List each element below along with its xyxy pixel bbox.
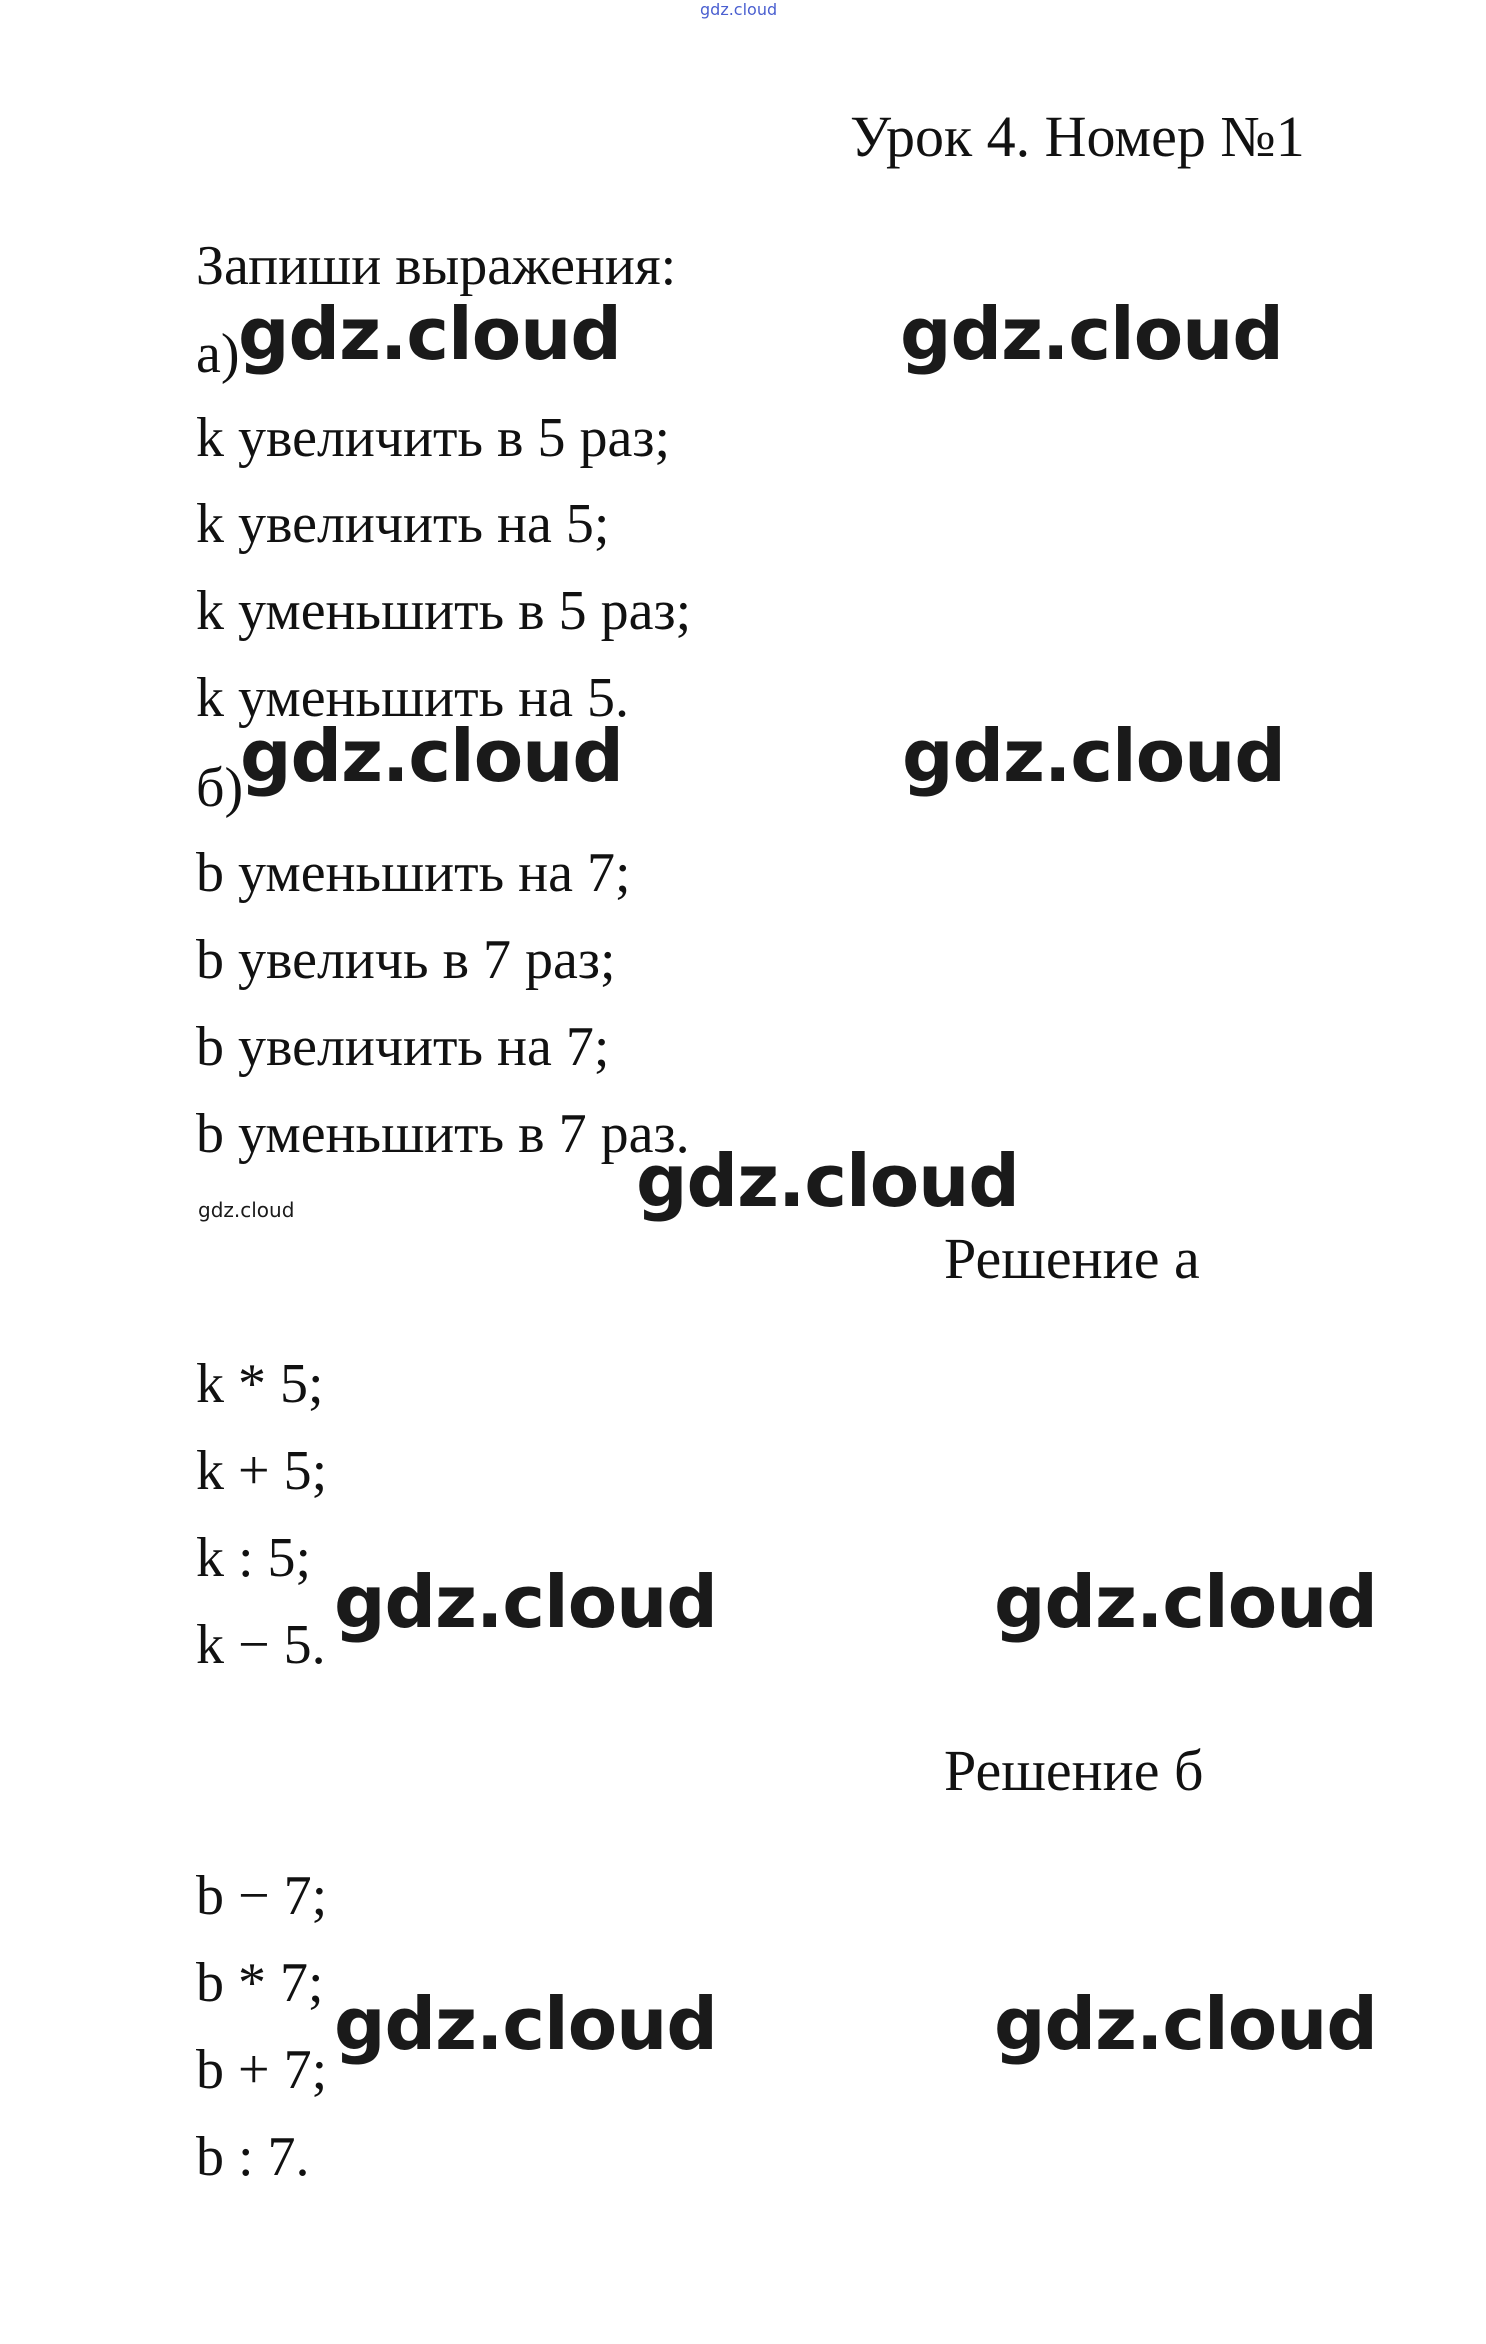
solution-line: b : 7.	[196, 2126, 310, 2188]
solution-line: k : 5;	[196, 1527, 312, 1589]
solution-line: b + 7;	[196, 2039, 328, 2101]
task-line: k увеличить на 5;	[196, 493, 610, 555]
solution-b-heading: Решение б	[944, 1738, 1204, 1803]
solution-a-heading: Решение а	[944, 1226, 1200, 1291]
solution-line: k − 5.	[196, 1614, 326, 1676]
task-line: k уменьшить в 5 раз;	[196, 580, 692, 642]
watermark: gdz.cloud	[238, 292, 621, 376]
task-line: k увеличить в 5 раз;	[196, 407, 671, 469]
solution-line: k + 5;	[196, 1440, 328, 1502]
part-b-label: б)	[196, 757, 244, 819]
task-line: b увеличить на 7;	[196, 1016, 610, 1078]
task-line: b уменьшить в 7 раз.	[196, 1103, 690, 1165]
task-line: b увеличь в 7 раз;	[196, 929, 616, 991]
watermark: gdz.cloud	[240, 714, 623, 798]
watermark: gdz.cloud	[334, 1560, 717, 1644]
watermark: gdz.cloud	[994, 1560, 1377, 1644]
watermark-top: gdz.cloud	[700, 0, 778, 19]
watermark-small: gdz.cloud	[198, 1198, 295, 1222]
solution-line: b − 7;	[196, 1865, 328, 1927]
solution-line: b * 7;	[196, 1952, 324, 2014]
page-title: Урок 4. Номер №1	[850, 104, 1305, 169]
watermark: gdz.cloud	[334, 1982, 717, 2066]
watermark: gdz.cloud	[636, 1139, 1019, 1223]
part-a-label: а)	[196, 323, 240, 385]
solution-line: k * 5;	[196, 1353, 324, 1415]
task-line: b уменьшить на 7;	[196, 842, 631, 904]
task-line: k уменьшить на 5.	[196, 667, 629, 729]
watermark: gdz.cloud	[900, 292, 1283, 376]
watermark: gdz.cloud	[902, 714, 1285, 798]
watermark: gdz.cloud	[994, 1982, 1377, 2066]
task-prompt: Запиши выражения:	[196, 235, 677, 297]
